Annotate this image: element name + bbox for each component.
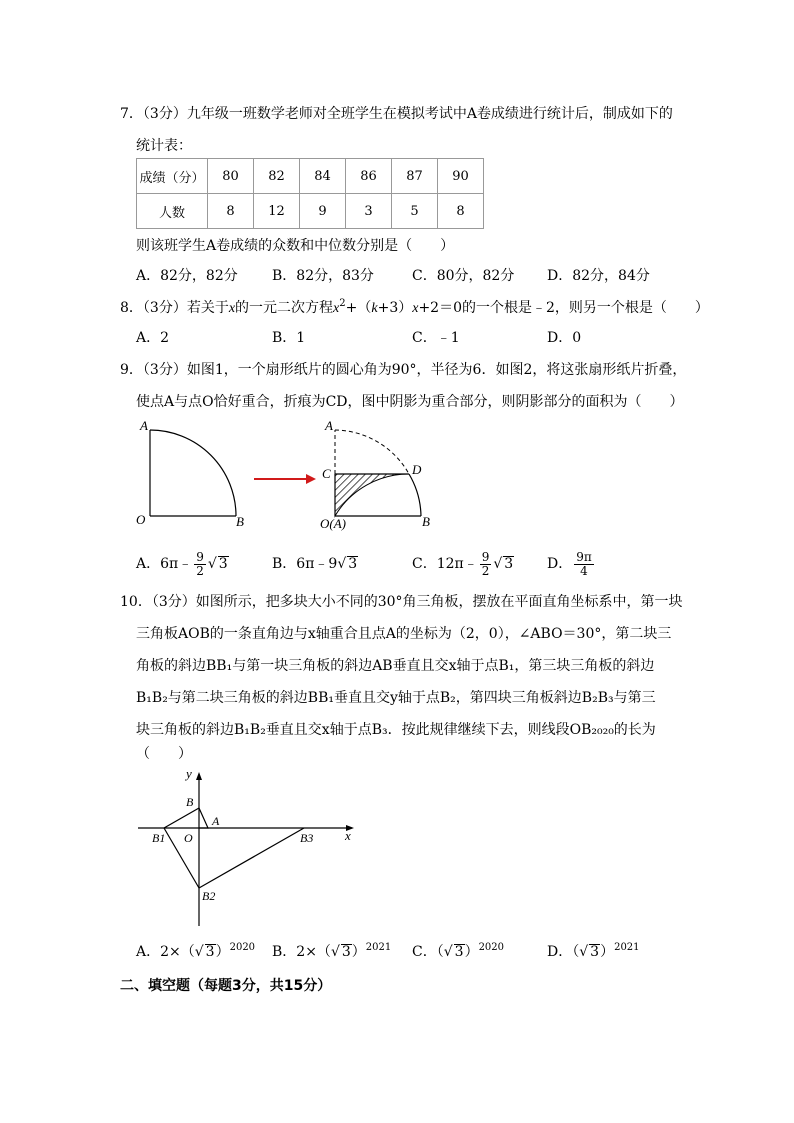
q9-option-d: D． $\frac{9\pi}{4}$ (547, 549, 592, 578)
q9-figures (130, 412, 450, 540)
fig1-label-o: O (136, 512, 146, 527)
table-row (137, 159, 484, 194)
table-cell: 3 (346, 194, 392, 229)
fig2-label-c: C (322, 466, 331, 481)
red-arrow-icon (254, 474, 316, 484)
q10-figure (130, 768, 370, 928)
q9-stem-cont: 使点A与点O恰好重合，折痕为CD，图中阴影为重合部分，则阴影部分的面积为（ ） (136, 394, 684, 410)
q7-option-b: B．82分，83分 (272, 268, 374, 284)
q8-option-c: C．﹣1 (412, 330, 460, 346)
table-cell: 86 (346, 159, 392, 194)
table-cell: 87 (392, 159, 438, 194)
fig-label-b2: B2 (202, 889, 216, 903)
table-cell: 80 (208, 159, 254, 194)
q10-stem-6: （ ） (136, 746, 192, 762)
table-cell: 12 (254, 194, 300, 229)
table-cell: 人数 (137, 194, 208, 229)
q7-stem: 7．（3分）九年级一班数学老师对全班学生在模拟考试中A卷成绩进行统计后，制成如下的 (120, 106, 673, 122)
score-table (136, 158, 484, 229)
fig-label-a: A (212, 814, 220, 828)
q10-option-d: D．（√ 3）$^{2021}$ (547, 942, 640, 960)
fig2-folded-sector (335, 430, 421, 516)
fig1-label-a: A (140, 418, 148, 433)
triangle-b2b3 (199, 828, 304, 888)
q9-option-c: C．12π﹣ $\frac{9}{2}$ √ 3 (412, 549, 514, 578)
fig-label-o: O (184, 831, 193, 845)
triangle-aob (199, 808, 208, 828)
q9-option-b: B．6π﹣9√ 3 (272, 556, 358, 572)
q9-stem: 9．（3分）如图1，一个扇形纸片的圆心角为90°，半径为6．如图2，将这张扇形纸片折叠， (120, 362, 687, 378)
q10-stem-1: 10．（3分）如图所示，把多块大小不同的30°角三角板，摆放在平面直角坐标系中，第一块 (120, 594, 683, 610)
q10-stem-5: 块三角板的斜边B₁B₂垂直且交x轴于点B₃．按此规律继续下去，则线段OB₂₀₂₀的长为 (136, 722, 656, 738)
table-cell: 8 (208, 194, 254, 229)
q8-stem: 8．（3分）若关于x的一元二次方程$x^2+(k+3)x+2=0$的一个根是﹣2，则另一个根是（ ） (120, 298, 709, 316)
table-cell: 9 (300, 194, 346, 229)
q10-stem-2: 三角板AOB的一条直角边与x轴重合且点A的坐标为（2，0），∠ABO＝30°，第二块三 (136, 626, 672, 642)
fig2-label-a: A (325, 418, 333, 433)
table-cell: 8 (438, 194, 484, 229)
q8-option-a: A．2 (136, 330, 170, 346)
fig1-sector (150, 430, 236, 516)
table-cell: 90 (438, 159, 484, 194)
q10-option-b: B．2×（√ 3）$^{2021}$ (272, 942, 392, 960)
q9-option-a: A．6π﹣ $\frac{9}{2}$ √ 3 (136, 549, 228, 578)
fig-label-b3: B3 (300, 831, 314, 845)
fig1-label-b: B (236, 514, 244, 529)
q10-stem-3: 角板的斜边BB₁与第一块三角板的斜边AB垂直且交x轴于点B₁，第三块三角板的斜边 (136, 658, 655, 674)
triangle-bb1 (164, 808, 199, 828)
q8-option-d: D．0 (547, 330, 582, 346)
fig2-label-d: D (412, 462, 422, 477)
fig-label-y: y (186, 768, 192, 781)
table-row (137, 194, 484, 229)
q7-option-c: C．80分，82分 (412, 268, 515, 284)
q7-stem-cont: 统计表： (136, 138, 192, 154)
fig2-label-o: O(A) (320, 516, 346, 531)
fig-label-x: x (345, 828, 351, 843)
table-cell: 82 (254, 159, 300, 194)
q10-option-a: A．2×（√ 3）$^{2020}$ (136, 942, 256, 960)
q10-stem-4: B₁B₂与第二块三角板的斜边BB₁垂直且交y轴于点B₂，第四块三角板斜边B₂B₃与第三 (136, 690, 656, 706)
fig-label-b1: B1 (152, 831, 166, 845)
table-cell: 84 (300, 159, 346, 194)
q8-option-b: B．1 (272, 330, 306, 346)
q7-option-d: D．82分，84分 (547, 268, 650, 284)
section-heading: 二、填空题（每题3分，共15分） (120, 978, 332, 994)
triangle-b1b2 (164, 828, 199, 888)
table-cell: 成绩（分） (137, 159, 208, 194)
q7-question: 则该班学生A卷成绩的众数和中位数分别是（ ） (136, 238, 455, 254)
table-cell: 5 (392, 194, 438, 229)
fig2-label-b: B (422, 514, 430, 529)
q10-option-c: C．（√ 3）$^{2020}$ (412, 942, 505, 960)
q7-option-a: A．82分，82分 (136, 268, 238, 284)
fig-label-b: B (186, 795, 194, 809)
